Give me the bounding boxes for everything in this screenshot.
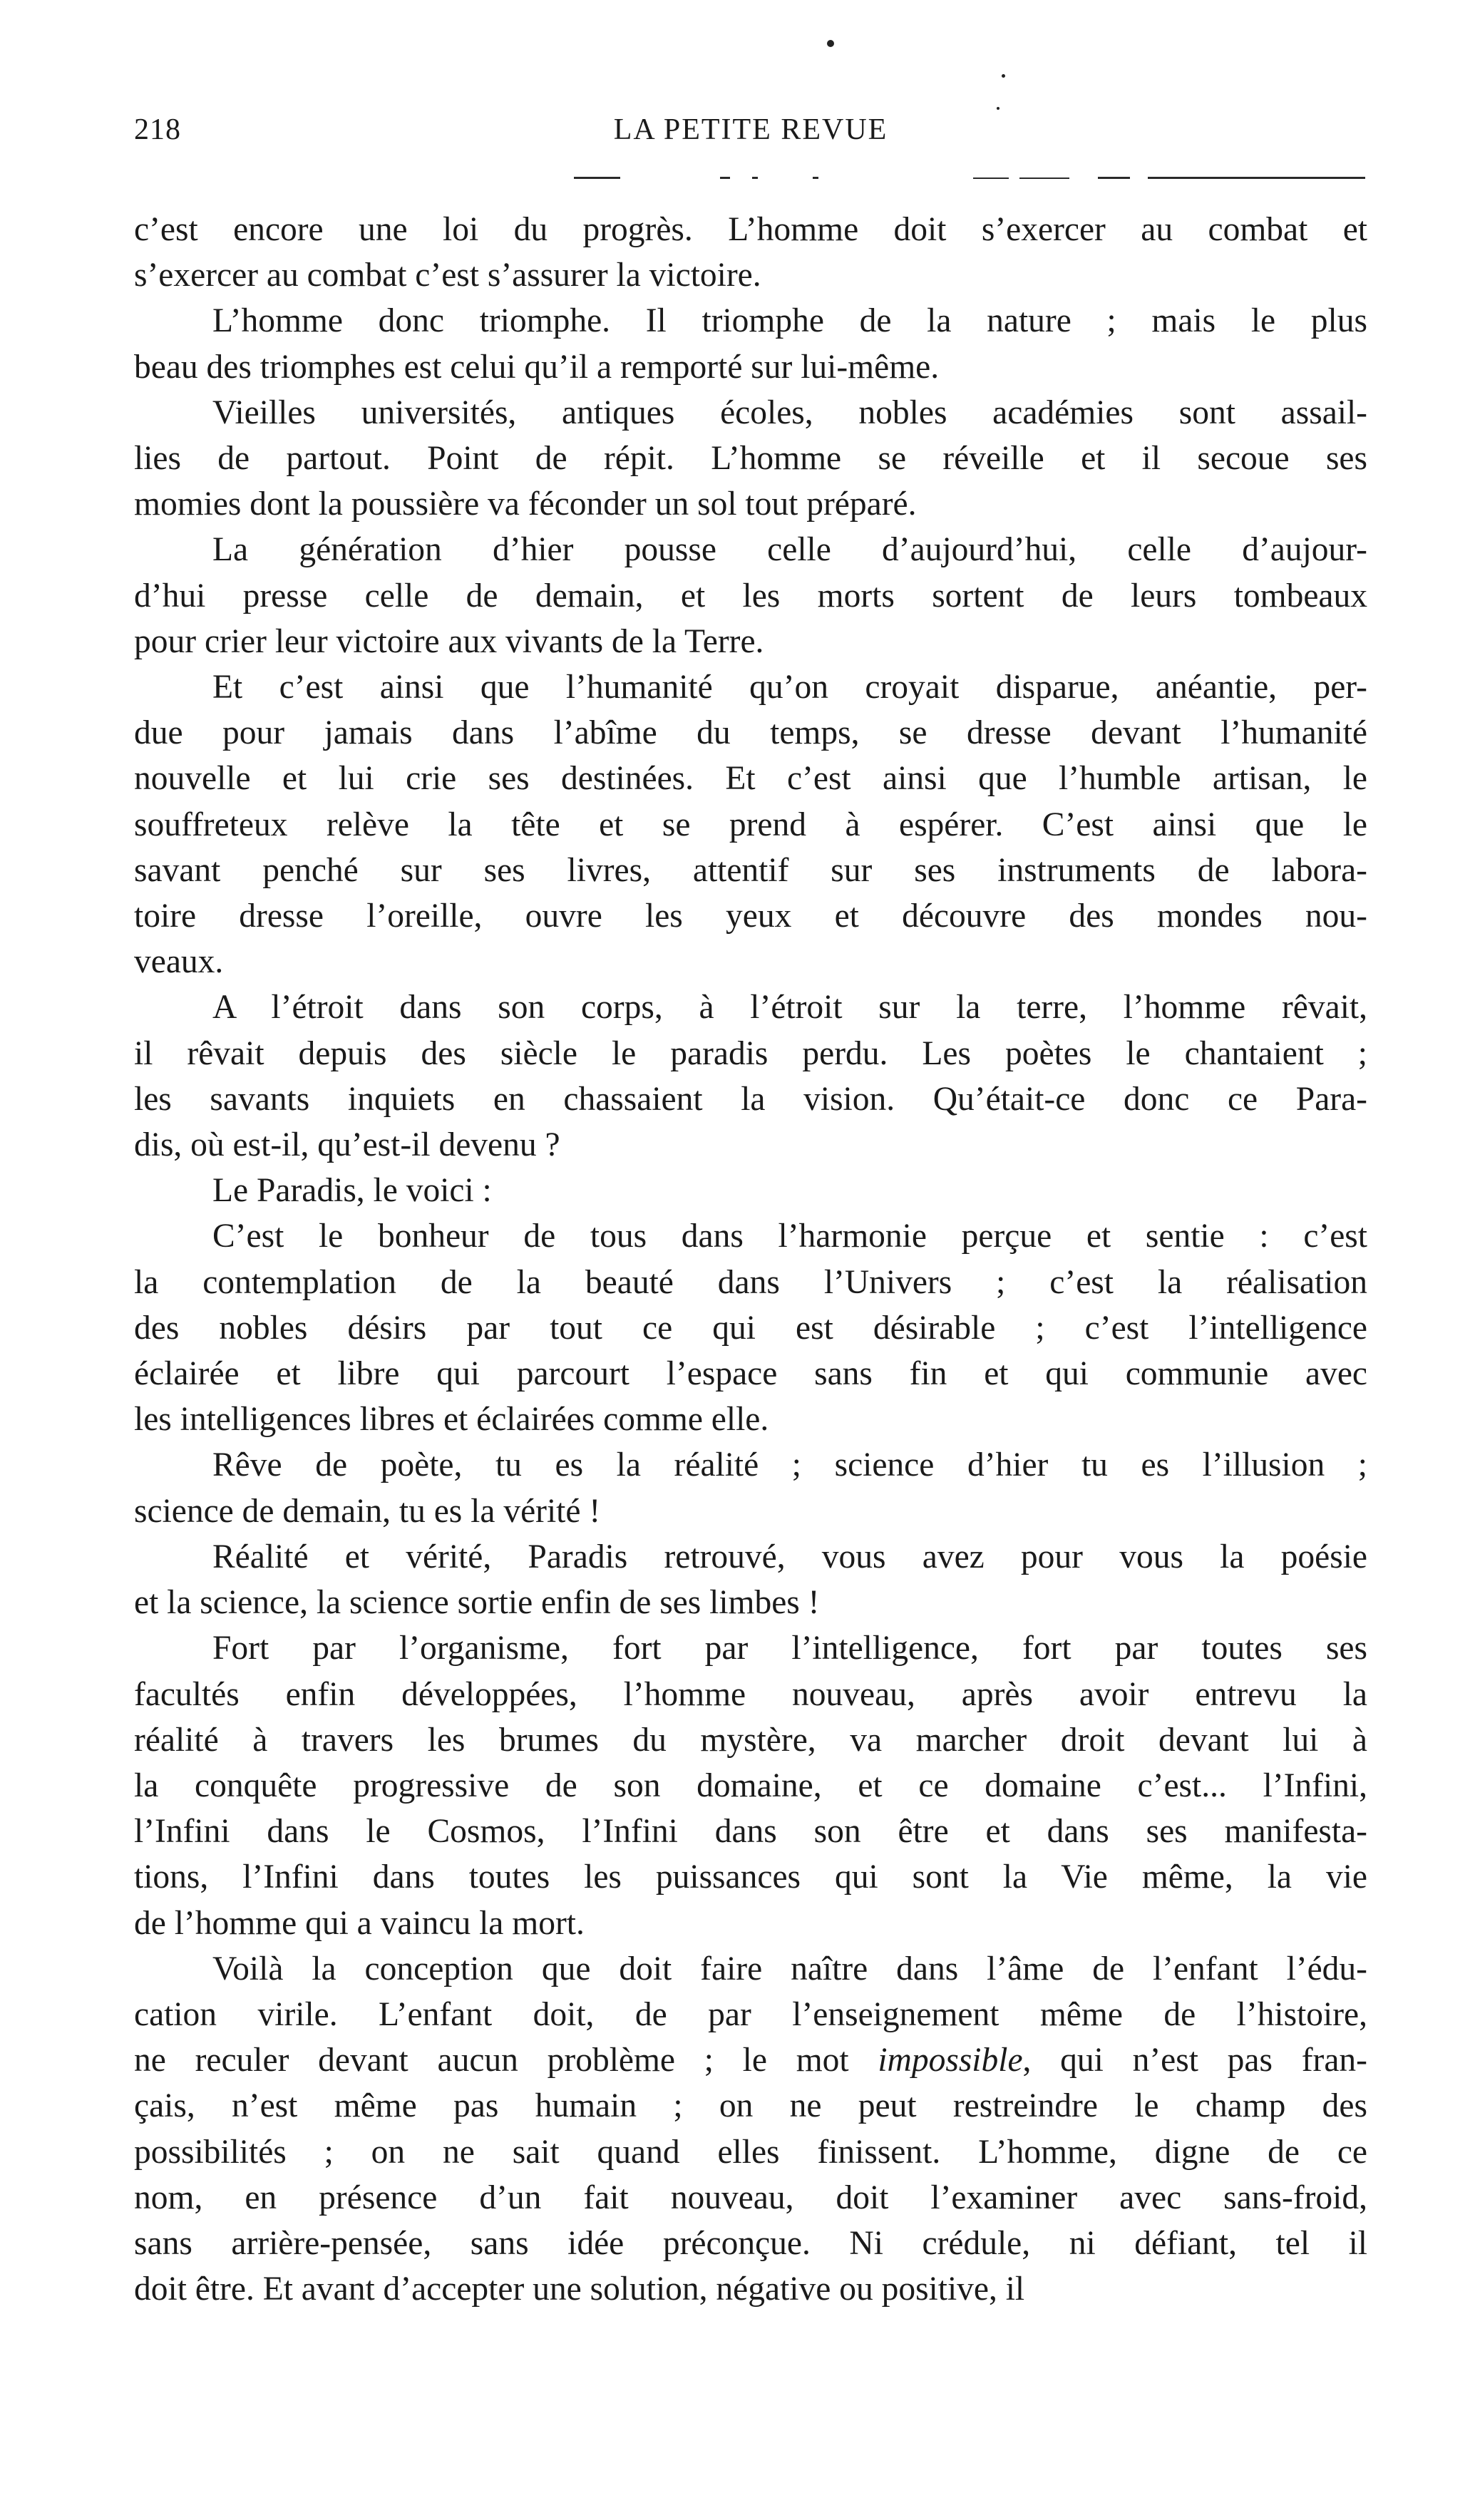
body-text: [134, 207, 1367, 2312]
paragraph: [134, 207, 1367, 298]
paragraph: [134, 664, 1367, 984]
text-line: la contemplation de la beauté dans l’Univers ; c’est la réalisation: [134, 1263, 1367, 1301]
header-rule-segment: [1098, 177, 1130, 179]
text-line: des nobles désirs par tout ce qui est désirable ; c’est l’intelligence: [134, 1309, 1367, 1347]
text-line: Réalité et vérité, Paradis retrouvé, vous avez pour vous la poésie: [212, 1538, 1367, 1575]
text-line: savant penché sur ses livres, attentif sur ses instruments de labora-: [134, 851, 1367, 889]
text-line: dis, où est-il, qu’est-il devenu ?: [134, 1126, 560, 1164]
text-line: science de demain, tu es la vérité !: [134, 1492, 601, 1530]
text-line: beau des triomphes est celui qu’il a remporté sur lui-même.: [134, 348, 940, 386]
text-line: les intelligences libres et éclairées comme elle.: [134, 1401, 769, 1439]
text-line: Vieilles universités, antiques écoles, nobles académies sont assail-: [212, 394, 1367, 431]
text-line: lies de partout. Point de répit. L’homme se réveille et il secoue ses: [134, 440, 1367, 478]
header-rule-segment: [720, 177, 730, 179]
text-line: Le Paradis, le voici :: [212, 1172, 492, 1210]
header-rule-segment: [1148, 177, 1365, 179]
text-line: Et c’est ainsi que l’humanité qu’on croyait disparue, anéantie, per-: [212, 669, 1367, 706]
text-line: facultés enfin développées, l’homme nouveau, après avoir entrevu la: [134, 1675, 1367, 1713]
paragraph: [134, 1442, 1367, 1533]
text-line: nom, en présence d’un fait nouveau, doit l’examiner avec sans-froid,: [134, 2179, 1367, 2216]
paragraph: [134, 1946, 1367, 2313]
text-line: momies dont la poussière va féconder un sol tout préparé.: [134, 485, 917, 523]
running-title: LA PETITE REVUE: [613, 113, 888, 146]
text-line: L’homme donc triomphe. Il triomphe de la nature ; mais le plus: [212, 302, 1367, 340]
header-rule-segment: [752, 177, 758, 179]
paragraph: [134, 1213, 1367, 1442]
text-line: l’Infini dans le Cosmos, l’Infini dans son être et dans ses manifesta-: [134, 1813, 1367, 1851]
text-line: souffreteux relève la tête et se prend à espérer. C’est ainsi que le: [134, 806, 1367, 843]
italic-word: impossible: [878, 2042, 1023, 2079]
paragraph: [134, 390, 1367, 528]
text-line: ne reculer devant aucun problème ; le mot impossible, qui n’est pas fran-: [134, 2042, 1367, 2079]
paragraph: [134, 298, 1367, 389]
text-line: sans arrière-pensée, sans idée préconçue. Ni crédule, ni défiant, tel il: [134, 2224, 1367, 2262]
text-line: tions, l’Infini dans toutes les puissances qui sont la Vie même, la vie: [134, 1858, 1367, 1896]
print-speck: [997, 107, 999, 110]
text-line: s’exercer au combat c’est s’assurer la victoire.: [134, 257, 761, 294]
text-line: toire dresse l’oreille, ouvre les yeux et découvre des mondes nou-: [134, 898, 1367, 935]
page-number: 218: [134, 113, 181, 146]
text-line: la conquête progressive de son domaine, et ce domaine c’est... l’Infini,: [134, 1766, 1367, 1804]
text-line: Rêve de poète, tu es la réalité ; science d’hier tu es l’illusion ;: [212, 1446, 1367, 1484]
print-speck: [1002, 74, 1005, 78]
text-line: réalité à travers les brumes du mystère, va marcher droit devant lui à: [134, 1721, 1367, 1759]
text-line: et la science, la science sortie enfin de ses limbes !: [134, 1584, 820, 1622]
text-line: d’hui presse celle de demain, et les morts sortent de leurs tombeaux: [134, 577, 1367, 614]
paragraph: [134, 1168, 1367, 1213]
text-line: éclairée et libre qui parcourt l’espace sans fin et qui communie avec: [134, 1355, 1367, 1393]
text-line: C’est le bonheur de tous dans l’harmonie perçue et sentie : c’est: [212, 1218, 1367, 1255]
text-line: Voilà la conception que doit faire naître dans l’âme de l’enfant l’édu-: [212, 1950, 1367, 1987]
text-line: cation virile. L’enfant doit, de par l’enseignement même de l’histoire,: [134, 1995, 1367, 2033]
text-line: les savants inquiets en chassaient la vision. Qu’était-ce donc ce Para-: [134, 1080, 1367, 1118]
text-line: Fort par l’organisme, fort par l’intelligence, fort par toutes ses: [212, 1630, 1367, 1667]
paragraph: [134, 1625, 1367, 1945]
header-rule-segment: [574, 177, 620, 179]
text-line: doit être. Et avant d’accepter une solution, négative ou positive, il: [134, 2270, 1025, 2308]
paragraph: [134, 1534, 1367, 1625]
print-speck: [827, 40, 834, 47]
header-rule-segment: [813, 177, 818, 179]
text-line: pour crier leur victoire aux vivants de la Terre.: [134, 622, 764, 660]
text-line: La génération d’hier pousse celle d’aujourd’hui, celle d’aujour-: [212, 531, 1367, 569]
text-line: A l’étroit dans son corps, à l’étroit sur la terre, l’homme rêvait,: [212, 989, 1367, 1027]
header-rule-segment: [1019, 178, 1069, 179]
text-line: nouvelle et lui crie ses destinées. Et c’est ainsi que l’humble artisan, le: [134, 760, 1367, 798]
text-line: due pour jamais dans l’abîme du temps, se dresse devant l’humanité: [134, 714, 1367, 752]
text-line: il rêvait depuis des siècle le paradis perdu. Les poètes le chantaient ;: [134, 1034, 1367, 1072]
paragraph: [134, 984, 1367, 1168]
text-line: possibilités ; on ne sait quand elles finissent. L’homme, digne de ce: [134, 2133, 1367, 2171]
page-header: [134, 113, 1367, 155]
text-line: veaux.: [134, 943, 224, 981]
header-rule-segment: [973, 178, 1009, 179]
text-line: çais, n’est même pas humain ; on ne peut restreindre le champ des: [134, 2087, 1367, 2125]
text-line: c’est encore une loi du progrès. L’homme doit s’exercer au combat et: [134, 211, 1367, 248]
paragraph: [134, 527, 1367, 664]
text-line: de l’homme qui a vaincu la mort.: [134, 1904, 585, 1942]
